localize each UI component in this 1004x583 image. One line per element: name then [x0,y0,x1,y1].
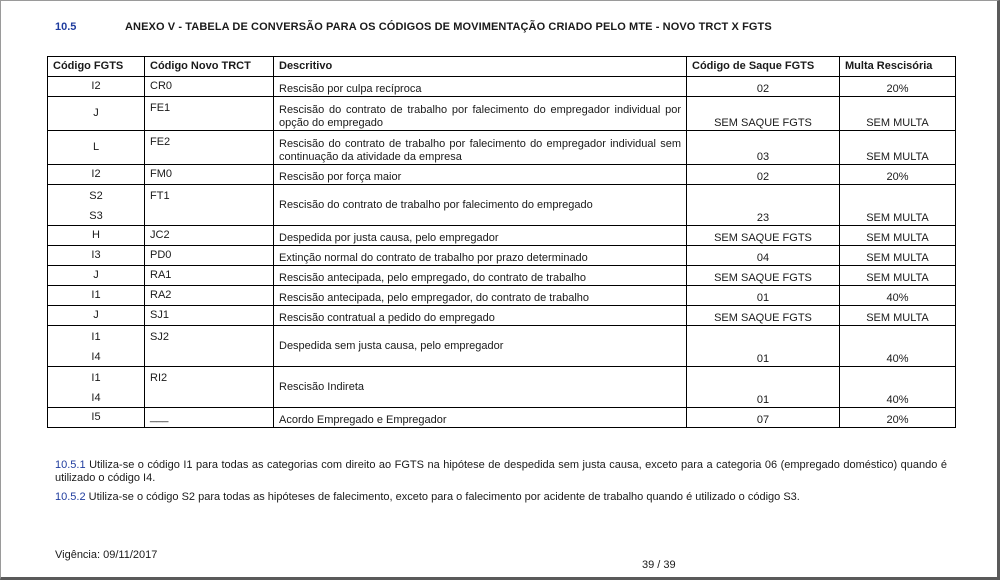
cell-multa [840,246,956,266]
description-text: Despedida sem justa causa, pelo empregador [279,339,504,352]
table-row [48,97,956,131]
cell-descritivo [274,408,687,428]
cell-codigo-trct [145,77,274,97]
cell-codigo-fgts [48,165,145,185]
cell-codigo-saque [687,165,840,185]
cell-codigo-saque [687,131,840,165]
cell-descritivo [274,226,687,246]
fgts-code: I1 [91,372,101,384]
cell-multa [840,77,956,97]
trct-code: FE2 [150,136,171,148]
table-row [48,226,956,246]
fgts-code: I1 [91,331,101,343]
cell-codigo-fgts [48,286,145,306]
cell-multa [840,306,956,326]
trct-code: RA1 [150,269,172,281]
multa-value: SEM MULTA [866,212,929,224]
cell-codigo-saque [687,408,840,428]
cell-descritivo [274,306,687,326]
cell-codigo-fgts [48,131,145,165]
description-text: Rescisão do contrato de trabalho por falecimento do empregador individual por opção do empregado [279,104,681,129]
cell-codigo-saque [687,286,840,306]
cell-descritivo [274,185,687,226]
multa-value: SEM MULTA [866,272,929,284]
trct-code: RA2 [150,289,172,301]
cell-descritivo [274,77,687,97]
cell-multa [840,185,956,226]
cell-multa [840,97,956,131]
conversion-table [47,56,956,428]
saque-code: 01 [756,292,770,304]
cell-codigo-trct [145,306,274,326]
table-row [48,131,956,165]
cell-codigo-fgts [48,246,145,266]
saque-code: 01 [756,353,770,365]
description-text: Rescisão Indireta [279,380,364,393]
trct-code: RI2 [150,372,168,384]
cell-codigo-fgts [48,77,145,97]
description-text: Despedida por justa causa, pelo empregador [279,232,499,244]
saque-code: 02 [756,171,770,183]
description-text: Rescisão contratual a pedido do empregado [279,312,495,324]
cell-codigo-fgts [48,266,145,286]
multa-value: SEM MULTA [866,151,929,163]
cell-multa [840,367,956,408]
column-header-codigo-saque: Código de Saque FGTS [687,57,840,77]
column-header-codigo-fgts: Código FGTS [48,57,145,77]
saque-code: SEM SAQUE FGTS [714,312,812,324]
multa-value: 20% [886,83,909,95]
fgts-code-secondary: I4 [91,351,101,363]
fgts-code: J [93,107,99,119]
cell-codigo-trct [145,97,274,131]
fgts-code: H [92,229,100,241]
column-header-multa: Multa Rescisória [840,57,956,77]
trct-code: FT1 [150,190,170,202]
multa-value: SEM MULTA [866,232,929,244]
multa-value: 40% [886,394,909,406]
cell-multa [840,266,956,286]
table-header-row [48,57,956,77]
note-number: 10.5.1 [55,459,86,471]
table-row [48,286,956,306]
cell-codigo-trct [145,165,274,185]
cell-descritivo [274,326,687,367]
table-row [48,408,956,428]
fgts-code: J [93,269,99,281]
description-text: Rescisão do contrato de trabalho por falecimento do empregador individual sem continuação da atividade da empresa [279,138,681,163]
cell-codigo-trct [145,286,274,306]
cell-descritivo [274,131,687,165]
trct-code: SJ2 [150,331,169,343]
cell-descritivo [274,165,687,185]
fgts-code: I2 [91,80,101,92]
table-row [48,306,956,326]
description-text: Rescisão do contrato de trabalho por falecimento do empregado [279,198,593,211]
fgts-code: I1 [91,289,101,301]
cell-codigo-saque [687,226,840,246]
saque-code: 03 [756,151,770,163]
column-header-codigo-novo-trct: Código Novo TRCT [145,57,274,77]
saque-code: 23 [756,212,770,224]
saque-code: 07 [756,414,770,426]
cell-descritivo [274,266,687,286]
table-row [48,77,956,97]
cell-codigo-saque [687,97,840,131]
table-row [48,246,956,266]
cell-codigo-trct [145,131,274,165]
cell-descritivo [274,367,687,408]
cell-codigo-fgts [48,408,145,428]
cell-codigo-fgts [48,97,145,131]
cell-codigo-trct [145,185,274,226]
trct-code: CR0 [150,80,173,92]
cell-codigo-saque [687,77,840,97]
note-10-5-2 [55,491,947,504]
cell-codigo-trct [145,246,274,266]
cell-codigo-fgts [48,226,145,246]
description-text: Rescisão antecipada, pelo empregado, do contrato de trabalho [279,272,586,284]
trct-code: FM0 [150,168,172,180]
table-row [48,266,956,286]
note-text: Utiliza-se o código I1 para todas as categorias com direito ao FGTS na hipótese de despedida sem justa causa, exceto para a categoria 06 (empregado doméstico) quando é utilizado o código I4. [55,459,947,484]
cell-multa [840,165,956,185]
fgts-code: I2 [91,168,101,180]
description-text: Rescisão por culpa recíproca [279,83,422,95]
cell-descritivo [274,286,687,306]
cell-multa [840,226,956,246]
cell-multa [840,326,956,367]
cell-codigo-trct [145,226,274,246]
cell-codigo-fgts [48,306,145,326]
note-number: 10.5.2 [55,491,86,503]
trct-code: FE1 [150,102,171,114]
saque-code: SEM SAQUE FGTS [714,232,812,244]
cell-codigo-saque [687,266,840,286]
cell-descritivo [274,97,687,131]
note-text: Utiliza-se o código S2 para todas as hipóteses de falecimento, exceto para o falecimento por acidente de trabalho quando é utilizado o código S3. [88,491,800,503]
page-title: ANEXO V - TABELA DE CONVERSÃO PARA OS CÓDIGOS DE MOVIMENTAÇÃO CRIADO PELO MTE - NOVO TRCT X FGTS [125,21,772,33]
cell-multa [840,408,956,428]
cell-codigo-saque [687,326,840,367]
cell-codigo-saque [687,246,840,266]
table-row [48,185,956,226]
fgts-code-secondary: I4 [91,392,101,404]
cell-codigo-trct [145,326,274,367]
column-header-descritivo: Descritivo [274,57,687,77]
saque-code: 02 [756,83,770,95]
multa-value: 40% [886,292,909,304]
saque-code: SEM SAQUE FGTS [714,117,812,129]
cell-multa [840,131,956,165]
trct-code: JC2 [150,229,170,241]
fgts-code: I5 [91,411,101,423]
trct-code: ___ [150,411,169,423]
table-row [48,326,956,367]
cell-codigo-trct [145,367,274,408]
trct-code: PD0 [150,249,172,261]
fgts-code: S2 [89,190,103,202]
cell-descritivo [274,246,687,266]
multa-value: 20% [886,414,909,426]
cell-codigo-saque [687,185,840,226]
saque-code: SEM SAQUE FGTS [714,272,812,284]
description-text: Rescisão por força maior [279,171,402,183]
trct-code: SJ1 [150,309,169,321]
multa-value: 40% [886,353,909,365]
cell-codigo-trct [145,408,274,428]
fgts-code: J [93,309,99,321]
saque-code: 01 [756,394,770,406]
fgts-code-secondary: S3 [89,210,103,222]
multa-value: SEM MULTA [866,252,929,264]
fgts-code: L [92,141,100,153]
cell-codigo-saque [687,306,840,326]
table-row [48,165,956,185]
page-number: 39 / 39 [642,559,676,571]
description-text: Extinção normal do contrato de trabalho por prazo determinado [279,252,588,264]
cell-codigo-fgts [48,326,145,367]
cell-codigo-fgts [48,367,145,408]
section-number: 10.5 [55,21,77,33]
cell-multa [840,286,956,306]
saque-code: 04 [756,252,770,264]
fgts-code: I3 [91,249,101,261]
multa-value: 20% [886,171,909,183]
multa-value: SEM MULTA [866,312,929,324]
note-10-5-1 [55,459,947,485]
multa-value: SEM MULTA [866,117,929,129]
vigencia-label: Vigência: 09/11/2017 [55,549,158,561]
cell-codigo-fgts [48,185,145,226]
description-text: Acordo Empregado e Empregador [279,414,447,426]
cell-codigo-trct [145,266,274,286]
cell-codigo-saque [687,367,840,408]
description-text: Rescisão antecipada, pelo empregador, do contrato de trabalho [279,292,590,304]
table-row [48,367,956,408]
